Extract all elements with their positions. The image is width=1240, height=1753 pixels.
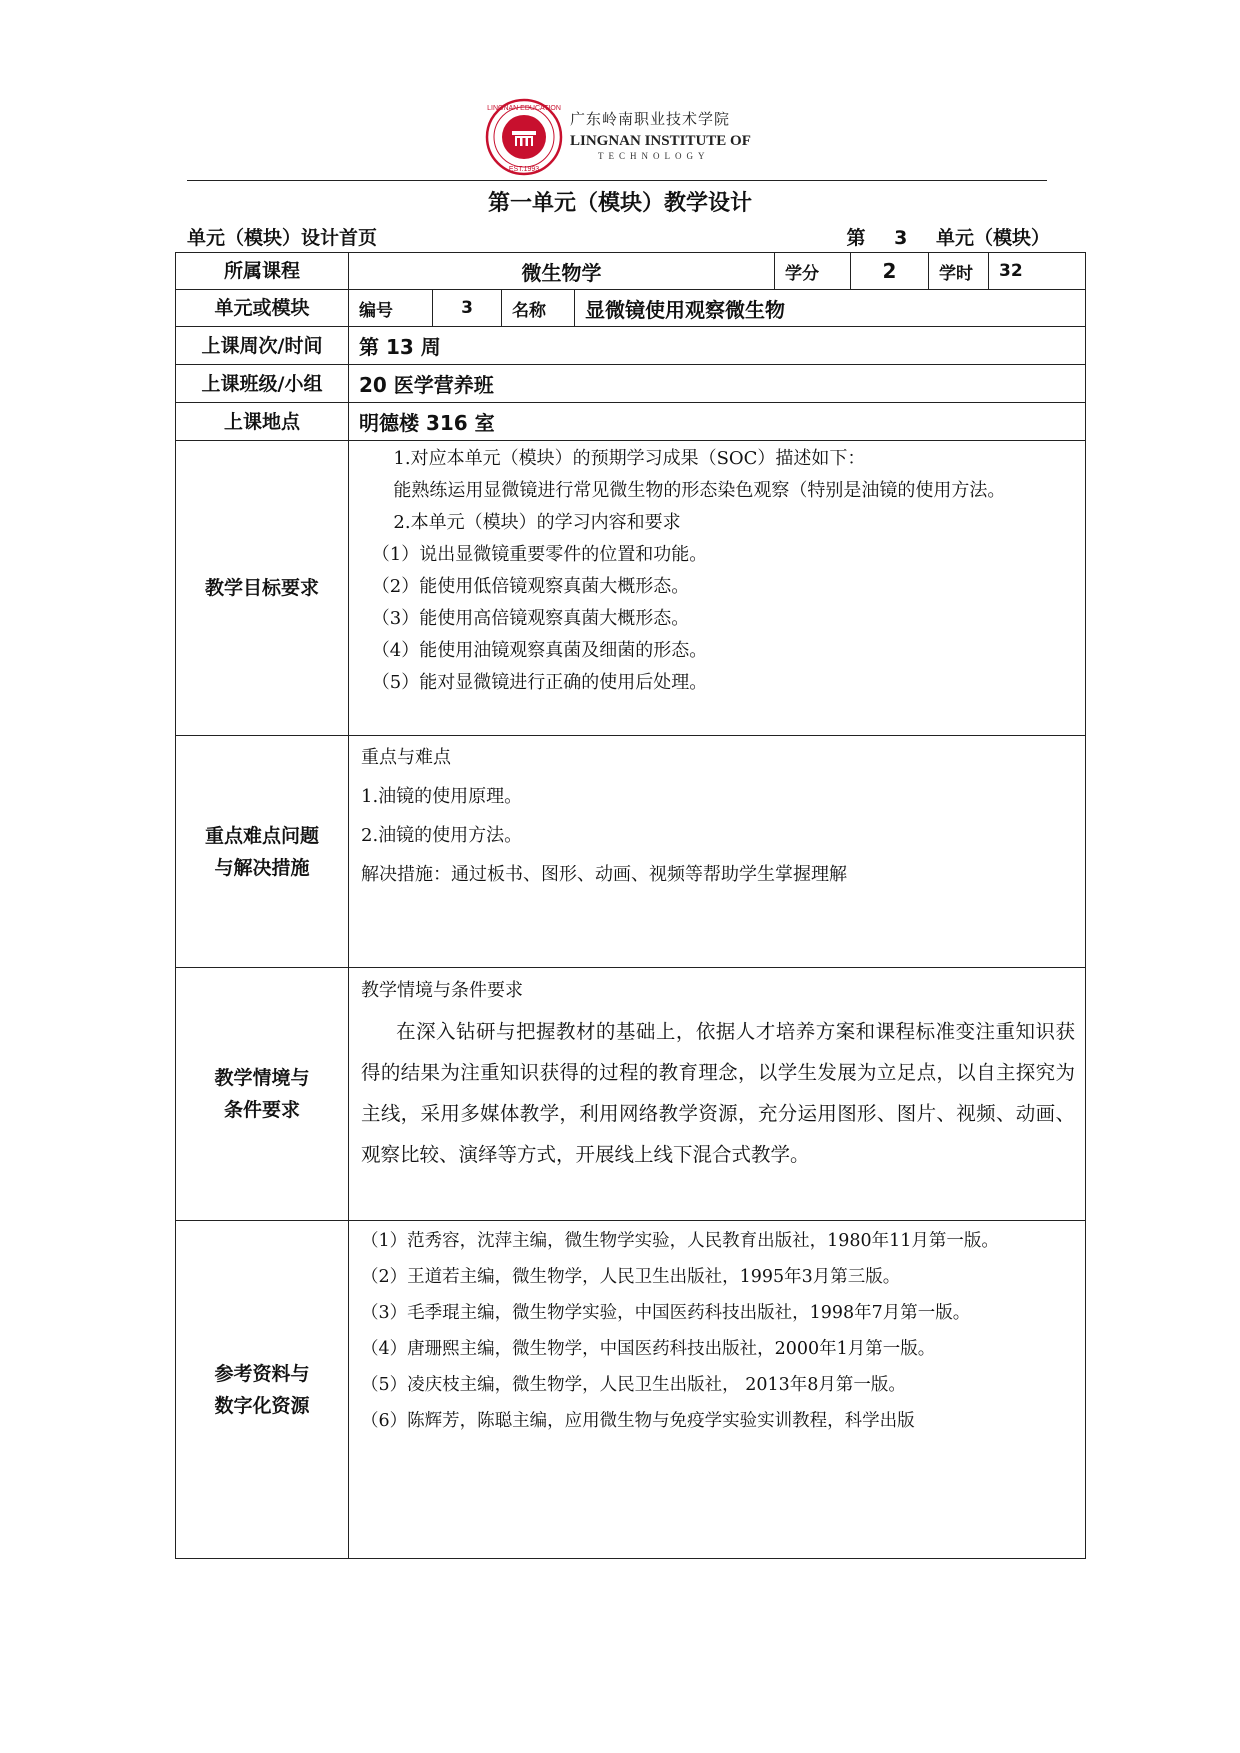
- place-label: 上课地点: [176, 403, 349, 441]
- school-name-en-2: TECHNOLOGY: [598, 151, 710, 161]
- context-label-1: 教学情境与: [214, 1067, 310, 1089]
- context-label: [176, 968, 349, 1221]
- hours-label: 学时: [929, 253, 989, 290]
- place-value: 明德楼 316 室: [349, 403, 1086, 441]
- school-name-block: [570, 108, 751, 161]
- context-content: [349, 968, 1086, 1221]
- seal-bottom-text: EST.1993: [508, 166, 540, 173]
- name-value: 显微镜使用观察微生物: [575, 290, 1086, 327]
- table-row-keypoints: [176, 736, 1086, 968]
- objectives-line-3: 2.本单元（模块）的学习内容和要求: [393, 512, 681, 533]
- seal-top-text: LINGNAN EDUCATION: [487, 105, 561, 112]
- unit-number: 3: [894, 227, 908, 249]
- table-row-references: [176, 1221, 1086, 1559]
- number-value: 3: [433, 290, 502, 327]
- objectives-item: （3）能使用高倍镜观察真菌大概形态。: [371, 608, 690, 629]
- objectives-item: （1）说出显微镜重要零件的位置和功能。: [371, 544, 708, 565]
- table-row-unit: [176, 290, 1086, 327]
- keypoints-line-2: 1.油镜的使用原理。: [361, 786, 523, 807]
- reference-item: （6）陈辉芳，陈聪主编，应用微生物与免疫学实验实训教程，科学出版: [361, 1411, 915, 1431]
- unit-design-table: [175, 252, 1086, 1559]
- table-row-course: [176, 253, 1086, 290]
- reference-item: （1）范秀容，沈萍主编，微生物学实验，人民教育出版社，1980年11月第一版。: [361, 1231, 999, 1251]
- credit-label: 学分: [775, 253, 851, 290]
- hours-value: 32: [989, 253, 1086, 290]
- objectives-item: （2）能使用低倍镜观察真菌大概形态。: [371, 576, 690, 597]
- subheader-right: [834, 223, 1050, 250]
- table-row-place: [176, 403, 1086, 441]
- school-name-cn: 广东岭南职业技术学院: [570, 110, 731, 128]
- table-row-objectives: [176, 441, 1086, 736]
- subheader-left: 单元（模块）设计首页: [187, 227, 378, 249]
- header-divider: [187, 180, 1047, 181]
- keypoints-line-1: 重点与难点: [361, 747, 451, 768]
- reference-item: （5）凌庆枝主编，微生物学，人民卫生出版社， 2013年8月第一版。: [361, 1375, 906, 1395]
- objectives-item: （4）能使用油镜观察真菌及细菌的形态。: [371, 640, 708, 661]
- page-title: 第一单元（模块）教学设计: [487, 191, 752, 216]
- table-row-class: [176, 365, 1086, 403]
- reference-item: （2）王道若主编，微生物学，人民卫生出版社，1995年3月第三版。: [361, 1267, 901, 1287]
- keypoints-content: [349, 736, 1086, 968]
- course-label: 所属课程: [176, 253, 349, 290]
- number-label: 编号: [349, 290, 433, 327]
- keypoints-label-2: 与解决措施: [214, 856, 310, 879]
- context-line-1: 教学情境与条件要求: [361, 980, 523, 1001]
- week-value: 第 13 周: [349, 327, 1086, 365]
- context-label-2: 条件要求: [223, 1099, 300, 1121]
- reference-item: （3）毛季琨主编，微生物学实验，中国医药科技出版社，1998年7月第一版。: [361, 1303, 971, 1323]
- credit-value: 2: [851, 253, 929, 290]
- school-name-en: LINGNAN INSTITUTE OF: [570, 133, 751, 149]
- table-row-context: [176, 968, 1086, 1221]
- week-label: 上课周次/时间: [176, 327, 349, 365]
- objectives-label: 教学目标要求: [176, 441, 349, 736]
- objectives-line-2: 能熟练运用显微镜进行常见微生物的形态染色观察（特别是油镜的使用方法。: [393, 480, 1006, 501]
- references-label-2: 数字化资源: [214, 1394, 310, 1417]
- objectives-content: [349, 441, 1086, 736]
- school-logo-icon: [485, 98, 563, 176]
- keypoints-label: [176, 736, 349, 968]
- context-paragraph: 在深入钻研与把握教材的基础上，依据人才培养方案和课程标准变注重知识获得的结果为注重知识获得的过程的教育理念，以学生发展为立足点，以自主探究为主线，采用多媒体教学，利用网络教学资源，充分运用图形、图片、视频、动画、观察比较、演绎等方式，开展线上线下混合式教学。: [361, 1020, 1075, 1166]
- class-value: 20 医学营养班: [349, 365, 1086, 403]
- objectives-line-1: 1.对应本单元（模块）的预期学习成果（SOC）描述如下：: [393, 448, 866, 469]
- references-label: [176, 1221, 349, 1559]
- course-value: 微生物学: [349, 253, 775, 290]
- keypoints-line-3: 2.油镜的使用方法。: [361, 825, 523, 846]
- keypoints-label-1: 重点难点问题: [204, 824, 319, 847]
- references-content: [349, 1221, 1086, 1559]
- reference-item: （4）唐珊熙主编，微生物学，中国医药科技出版社，2000年1月第一版。: [361, 1339, 936, 1359]
- references-label-1: 参考资料与: [214, 1362, 310, 1385]
- objectives-item: （5）能对显微镜进行正确的使用后处理。: [371, 672, 708, 693]
- table-row-week: [176, 327, 1086, 365]
- unit-suffix: 单元（模块）: [935, 227, 1050, 249]
- name-label: 名称: [502, 290, 575, 327]
- keypoints-line-4: 解决措施：通过板书、图形、动画、视频等帮助学生掌握理解: [361, 864, 847, 885]
- unit-label: 单元或模块: [176, 290, 349, 327]
- unit-prefix: 第: [846, 227, 866, 249]
- class-label: 上课班级/小组: [176, 365, 349, 403]
